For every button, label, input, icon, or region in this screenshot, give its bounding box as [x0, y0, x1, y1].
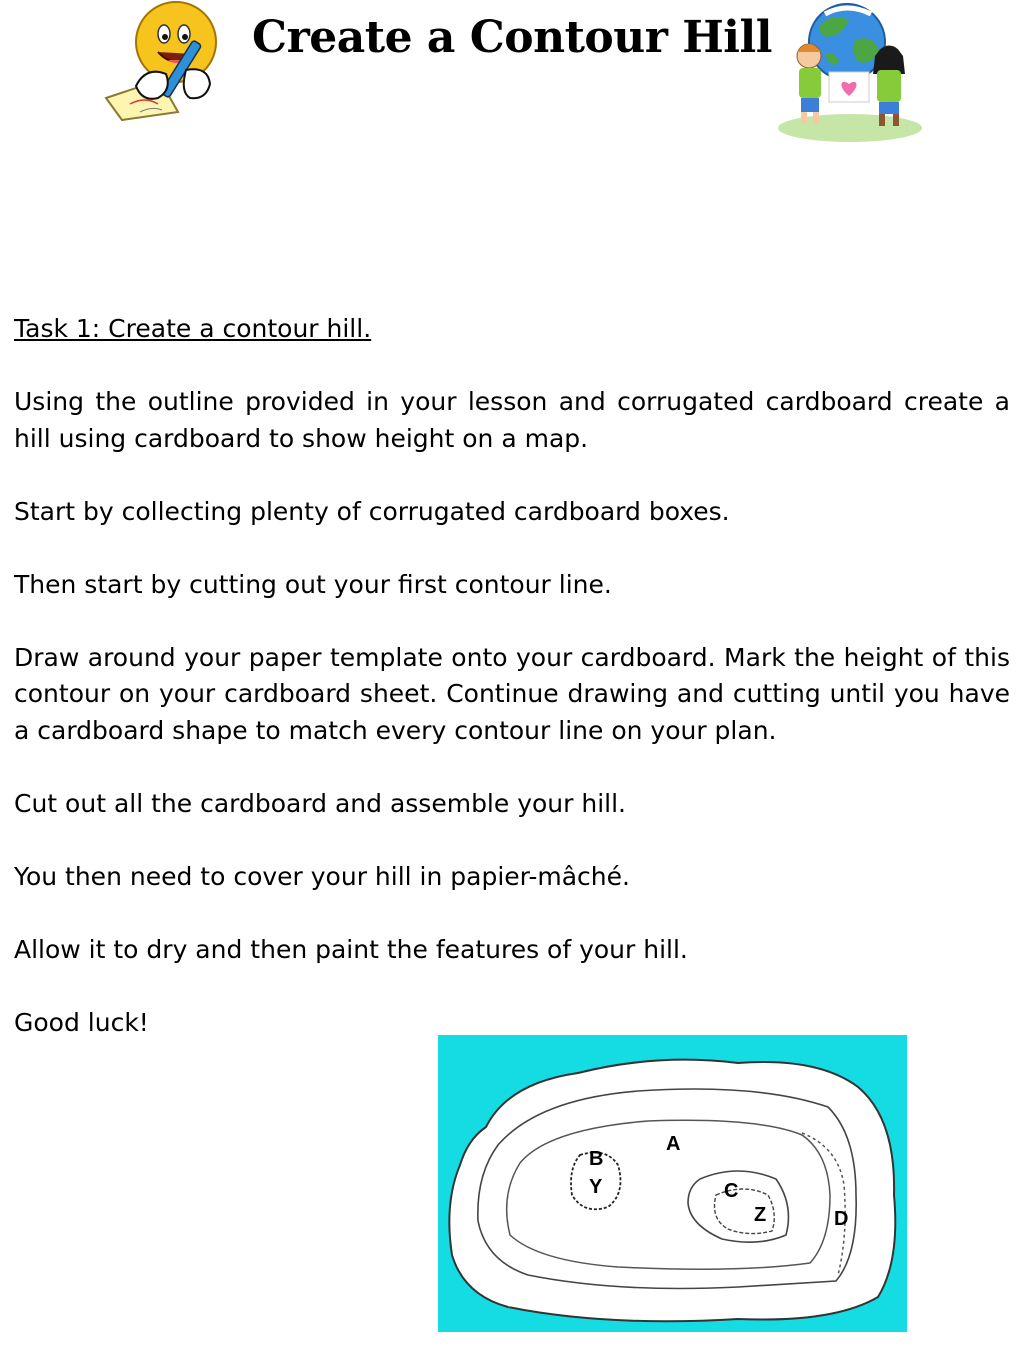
map-label-a: A [666, 1133, 681, 1155]
paragraph-5: Cut out all the cardboard and assemble your hill. [14, 788, 626, 818]
map-label-z: Z [754, 1204, 767, 1226]
children-holding-globe-icon [775, 0, 930, 145]
map-label-d: D [834, 1208, 849, 1230]
paragraph-3: Then start by cutting out your first contour line. [14, 569, 612, 599]
paragraph-6: You then need to cover your hill in papier-mâché. [14, 861, 630, 891]
paragraph-4: Draw around your paper template onto your cardboard. Mark the height of this contour on your cardboard sheet. Continue drawing and cutting until you have a cardboard shape to match every contour line on your plan. [14, 642, 1010, 745]
paragraph-2: Start by collecting plenty of corrugated cardboard boxes. [14, 496, 730, 526]
map-label-c: C [724, 1180, 739, 1202]
map-label-y: Y [589, 1176, 603, 1198]
page-title: Create a Contour Hill [252, 12, 772, 63]
paragraph-7: Allow it to dry and then paint the features of your hill. [14, 934, 688, 964]
paragraph-1: Using the outline provided in your lesson and corrugated cardboard create a hill using cardboard to show height on a map. [14, 387, 1010, 453]
instructions [14, 311, 1010, 1078]
closing-text: Good luck! [14, 1007, 149, 1037]
map-label-b: B [589, 1148, 604, 1170]
task-heading: Task 1: Create a contour hill. [14, 314, 372, 343]
contour-map [438, 1035, 907, 1332]
